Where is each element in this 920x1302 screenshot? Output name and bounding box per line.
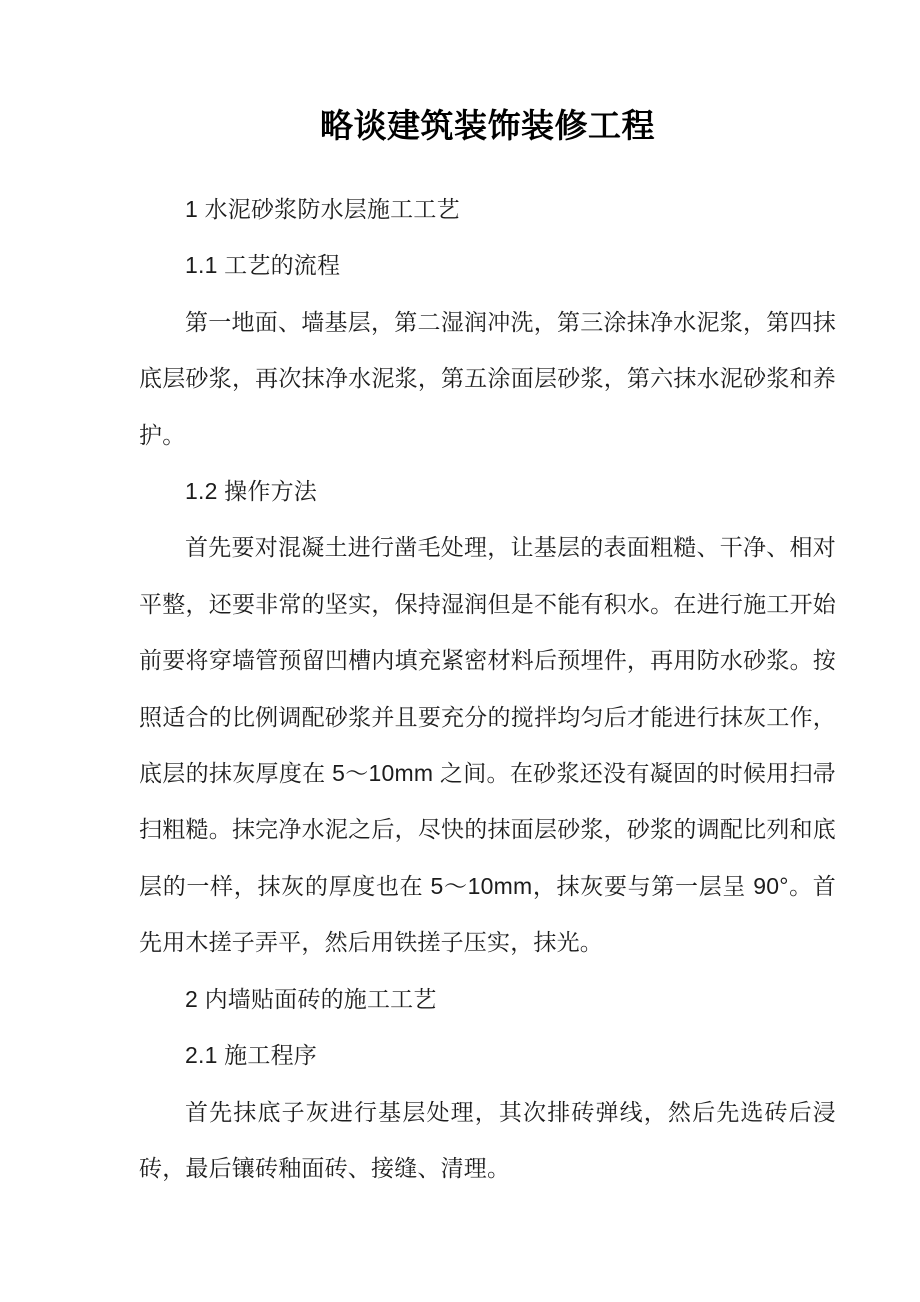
body-paragraph: 第一地面、墙基层，第二湿润冲洗，第三涂抹净水泥浆，第四抹底层砂浆，再次抹净水泥浆，第五涂面层砂浆，第六抹水泥砂浆和养护。 xyxy=(139,308,836,448)
body-paragraph: 首先要对混凝土进行凿毛处理，让基层的表面粗糙、干净、相对平整，还要非常的坚实，保持湿润但是不能有积水。在进行施工开始前要将穿墙管预留凹槽内填充紧密材料后预埋件，再用防水砂浆。按照适合的比例调配砂浆并且要充分的搅拌均匀后才能进行抹灰工作，底层的抹灰厚度在 5～10mm 之间。在砂浆还没有凝固的时候用扫帚扫粗糙。抹完净水泥之后，尽快的抹面层砂浆，砂浆的调配比列和底层的一样，抹灰的厚度也在 5～10mm，抹灰要与第一层呈 90°。首先用木搓子弄平，然后用铁搓子压实，抹光。 xyxy=(139,534,836,956)
section-heading: 1.2 操作方法 xyxy=(185,478,317,505)
section-heading: 1.1 工艺的流程 xyxy=(185,252,341,279)
section-heading: 2.1 施工程序 xyxy=(185,1042,317,1069)
body-paragraph: 首先抹底子灰进行基层处理，其次排砖弹线，然后先选砖后浸砖，最后镶砖釉面砖、接缝、清理。 xyxy=(139,1098,836,1181)
document-text-block xyxy=(139,0,836,1196)
document-title: 略谈建筑装饰装修工程 xyxy=(320,107,655,144)
section-heading: 1 水泥砂浆防水层施工工艺 xyxy=(185,196,460,222)
section-heading: 2 内墙贴面砖的施工工艺 xyxy=(185,985,437,1012)
